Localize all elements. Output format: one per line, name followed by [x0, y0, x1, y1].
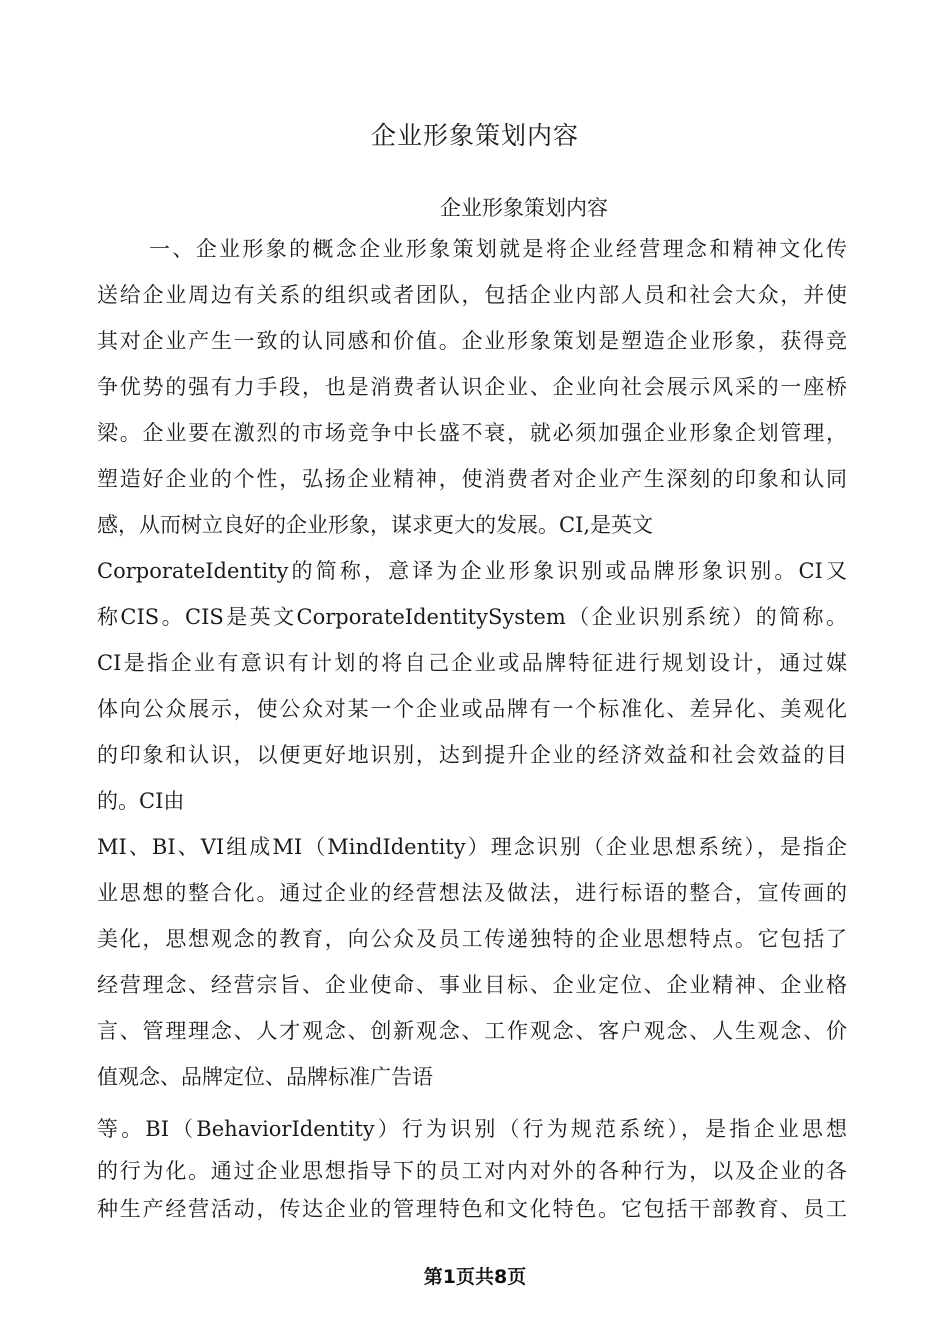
body-text	[97, 226, 847, 1228]
page-title: 企业形象策划内容	[370, 121, 579, 150]
text-line: 塑造好企业的个性，弘扬企业精神，使消费者对企业产生深刻的印象和认同	[97, 467, 847, 491]
section-subtitle: 企业形象策划内容	[440, 196, 608, 220]
text-line: 美化，思想观念的教育，向公众及员工传递独特的企业思想特点。它包括了	[97, 927, 847, 951]
text-line: 的印象和认识，以便更好地识别，达到提升企业的经济效益和社会效益的目	[97, 743, 847, 767]
text-line: MI、BI、VI组成MI（MindIdentity）理念识别（企业思想系统），是指企	[97, 835, 847, 859]
text-line: 经营理念、经营宗旨、企业使命、事业目标、企业定位、企业精神、企业格	[97, 973, 847, 997]
text-line: 感，从而树立良好的企业形象，谋求更大的发展。CI,是英文	[97, 513, 654, 537]
text-line: 称CIS。CIS是英文CorporateIdentitySystem（企业识别系统）的简称。	[97, 605, 847, 629]
text-line: 种生产经营活动，传达企业的管理特色和文化特色。它包括干部教育、员工	[97, 1197, 847, 1221]
text-line: 体向公众展示，使公众对某一个企业或品牌有一个标准化、差异化、美观化	[97, 697, 847, 721]
page-footer: 第1页共8页	[423, 1266, 527, 1288]
text-line: 送给企业周边有关系的组织或者团队，包括企业内部人员和社会大众，并使	[97, 283, 847, 307]
text-line: 等。BI（BehaviorIdentity）行为识别（行为规范系统），是指企业思想	[97, 1117, 847, 1141]
text-line: 争优势的强有力手段，也是消费者认识企业、企业向社会展示风采的一座桥	[97, 375, 847, 399]
text-line: 值观念、品牌定位、品牌标准广告语	[97, 1065, 433, 1089]
text-line: 的行为化。通过企业思想指导下的员工对内对外的各种行为，以及企业的各	[97, 1159, 847, 1183]
text-line: 梁。企业要在激烈的市场竞争中长盛不衰，就必须加强企业形象企划管理，	[97, 421, 847, 445]
text-line: 其对企业产生一致的认同感和价值。企业形象策划是塑造企业形象，获得竞	[97, 329, 847, 353]
text-line: 业思想的整合化。通过企业的经营想法及做法，进行标语的整合，宣传画的	[97, 881, 847, 905]
text-line: 的。CI由	[97, 789, 185, 813]
text-line: 言、管理理念、人才观念、创新观念、工作观念、客户观念、人生观念、价	[97, 1019, 847, 1043]
text-line: 一、企业形象的概念企业形象策划就是将企业经营理念和精神文化传	[149, 237, 847, 261]
text-line: CorporateIdentity的简称，意译为企业形象识别或品牌形象识别。CI又	[97, 559, 847, 583]
text-line: CI是指企业有意识有计划的将自己企业或品牌特征进行规划设计，通过媒	[97, 651, 847, 675]
